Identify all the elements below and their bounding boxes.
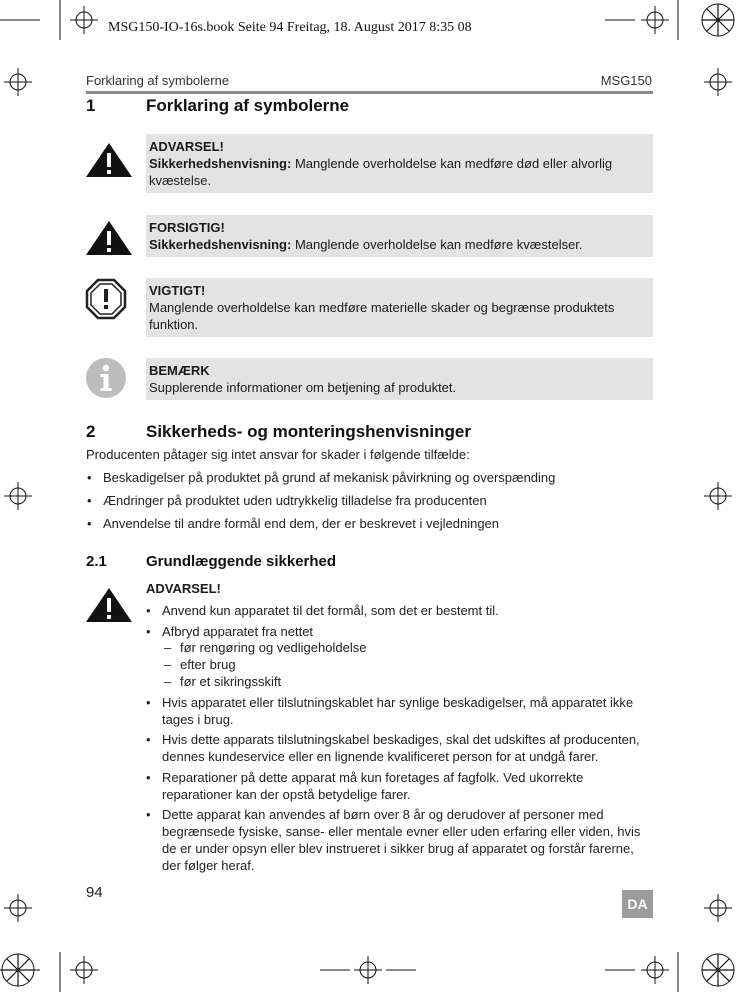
sub-list-item: – efter brug [164,657,236,672]
list-item: • Anvend kun apparatet til det formål, som det er bestemt til. [146,603,499,618]
print-header: MSG150-IO-16s.book Seite 94 Freitag, 18. August 2017 8:35 08 [108,20,472,35]
box-title: BEMÆRK [149,363,210,378]
section2-intro: Producenten påtager sig intet ansvar for skader i følgende tilfælde: [86,447,470,462]
box-text: Manglende overholdelse kan medføre materielle skader og begrænse produktets funktion. [149,300,615,332]
box-text: Manglende overholdelse kan medføre kvæstelser. [291,237,583,252]
list-item: • Beskadigelser på produktet på grund af mekanisk påvirkning og overspænding [87,470,556,485]
section1-title: Forklaring af symbolerne [146,96,350,115]
list-item: • Hvis dette apparats tilslutningskabel beskadiges, skal det udskiftes af producenten, dennes kundeservice eller en lignende kvalificeret person for at undgå farer. [146,732,640,764]
section21-number: 2.1 [86,553,107,570]
section21-title: Grundlæggende sikkerhed [146,553,337,570]
running-header-right: MSG150 [600,73,652,88]
box-title: VIGTIGT! [149,283,206,298]
section2-title: Sikkerheds- og monteringshenvisninger [146,422,471,441]
running-header-left: Forklaring af symbolerne [86,73,230,88]
box-title: FORSIGTIG! [149,220,225,235]
list-item: • Dette apparat kan anvendes af børn over 8 år og derudover af personer med begrænsede fysiske, sanse- eller mentale evner eller uden erfaring eller viden, hvis de er under opsyn eller blev instrueret i sikker brug af apparatet og forstår farerne, der følger heraf. [146,807,641,873]
page-number: 94 [86,884,103,901]
list-item: • Afbryd apparatet fra nettet [146,624,314,639]
list-item: • Ændringer på produktet uden udtrykkelig tilladelse fra producenten [87,493,487,508]
list-item: • Hvis apparatet eller tilslutningskablet har synlige beskadigelser, må apparatet ikke tages i brug. [146,695,634,727]
safety-warning-title: ADVARSEL! [146,581,221,596]
list-item: • Anvendelse til andre formål end dem, der er beskrevet i vejledningen [87,516,500,531]
box-lead: Sikkerhedshenvisning: [149,237,292,252]
box-text: Manglende overholdelse kan medføre død eller alvorlig kvæstelse. [149,156,613,188]
box-title: ADVARSEL! [149,139,224,154]
sub-list-item: – før rengøring og vedligeholdelse [164,640,367,655]
sub-list-item: – før et sikringsskift [164,674,282,689]
section1-number: 1 [86,96,96,115]
language-tag: DA [622,890,653,918]
box-text: Supplerende informationer om betjening af produktet. [149,380,457,395]
section2-number: 2 [86,422,96,441]
list-item: • Reparationer på dette apparat må kun foretages af fagfolk. Ved ukorrekte reparationer kan der opstå betydelige farer. [146,770,584,802]
box-lead: Sikkerhedshenvisning: [149,156,292,171]
